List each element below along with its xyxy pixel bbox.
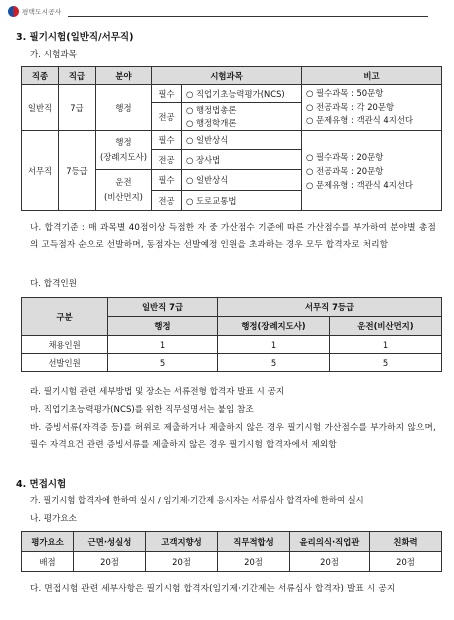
- pass-count-subtitle: 다. 합격인원: [30, 279, 77, 289]
- general-grade: 7급: [59, 85, 96, 131]
- evaluation-subtitle: 나. 평가요소: [30, 514, 77, 524]
- eval-header: 근면·성실성: [74, 532, 146, 552]
- field-name: 행정: [115, 137, 132, 147]
- f1-req-subject: ○ 일반상식: [182, 131, 302, 150]
- company-logo-icon: [8, 6, 19, 17]
- general-note: ○ 전공과목 : 각 20문항: [306, 101, 395, 112]
- section-3-title: 3. 필기시험(일반직/서무직): [16, 32, 134, 43]
- f1-maj-subject: ○ 장사법: [182, 150, 302, 170]
- score-cell: 20점: [74, 552, 146, 572]
- clerical-field-2: [96, 170, 152, 211]
- page-header: [8, 5, 428, 19]
- f2-req-label: 필수: [152, 170, 182, 191]
- table-cell: 1: [108, 336, 218, 354]
- major-subject: ○ 행정법총론: [186, 104, 237, 115]
- general-type: 일반직: [22, 85, 59, 131]
- general-note: ○ 문제유형 : 객관식 4지선다: [306, 115, 414, 126]
- f2-maj-label: 전공: [152, 191, 182, 211]
- f2-maj-subject: ○ 도로교통법: [182, 191, 302, 211]
- row-select-label: 선발인원: [22, 354, 108, 372]
- field-name: 운전: [115, 177, 132, 187]
- score-cell: 20점: [218, 552, 290, 572]
- f1-req-label: 필수: [152, 131, 182, 150]
- general-field: 행정: [96, 85, 152, 131]
- evaluation-table: [21, 531, 442, 572]
- item-ba: 바. 증빙서류(자격증 등)를 허위로 제출하거나 제출하지 않은 경우 필기시험 가산점수를 부가하지 않으며, 필수 자격요건 관련 증빙서류를 제출하지 않은 경우 필기시험 합격자에서 제외함: [30, 423, 436, 450]
- major-subject: ○ 행정학개론: [186, 117, 237, 128]
- sub-admin: 행정: [108, 317, 218, 336]
- clerical-type: 서무직: [22, 131, 59, 211]
- clerical-head: 서무직 7등급: [218, 298, 442, 317]
- eval-header: 친화력: [370, 532, 442, 552]
- header-field: 분야: [96, 67, 152, 85]
- clerical-remarks: [302, 131, 442, 211]
- company-name: 평택도시공사: [22, 8, 62, 16]
- table-cell: 5: [218, 354, 330, 372]
- exam-subject-table: [21, 66, 442, 211]
- eval-header: 고객지향성: [146, 532, 218, 552]
- clerical-note: ○ 문제유형 : 객관식 4지선다: [306, 179, 414, 190]
- subject-subtitle: 가. 시험과목: [30, 50, 77, 60]
- score-row-label: 배점: [22, 552, 74, 572]
- general-maj-label: 전공: [152, 103, 182, 131]
- clerical-note: ○ 필수과목 : 20문항: [306, 151, 384, 162]
- eval-header: 직무적합성: [218, 532, 290, 552]
- score-cell: 20점: [146, 552, 218, 572]
- general-note: ○ 필수과목 : 50문항: [306, 88, 384, 99]
- eval-header: 평가요소: [22, 532, 74, 552]
- pass-criteria-paragraph: 나. 합격기준 : 매 과목별 40점이상 득점한 자 중 가산점수 기준에 따른 가산점수를 부가하여 분야별 총점의 고득점자 순으로 선발하며, 동점자는 선발예정 인원을 초과하는 경우 모두 합격자로 처리함: [30, 223, 436, 250]
- item-ma: 마. 직업기초능력평가(NCS)를 위한 직무설명서는 붙임 참조: [30, 405, 254, 415]
- header-type: 직종: [22, 67, 59, 85]
- field-detail: (장례지도사): [100, 152, 147, 162]
- interview-eligibility: 가. 필기시험 합격자에 한하여 실시 / 임기제·기간제 응시자는 서류심사 합격자에 한하여 실시: [30, 495, 364, 505]
- general-req-label: 필수: [152, 85, 182, 103]
- eval-header: 윤리의식·직업관: [290, 532, 370, 552]
- general-head: 일반직 7급: [108, 298, 218, 317]
- clerical-note: ○ 전공과목 : 20문항: [306, 165, 384, 176]
- clerical-field-1: [96, 131, 152, 170]
- section-4-title: 4. 면접시험: [16, 479, 67, 490]
- f2-req-subject: ○ 일반상식: [182, 170, 302, 191]
- col-group-header: 구분: [22, 298, 108, 336]
- clerical-grade: 7등급: [59, 131, 96, 211]
- sub-funeral: 행정(장례지도사): [218, 317, 330, 336]
- row-hire-label: 채용인원: [22, 336, 108, 354]
- table-cell: 1: [218, 336, 330, 354]
- score-cell: 20점: [370, 552, 442, 572]
- score-cell: 20점: [290, 552, 370, 572]
- table-cell: 5: [330, 354, 442, 372]
- general-maj-subjects: [182, 103, 302, 131]
- f1-maj-label: 전공: [152, 150, 182, 170]
- item-ra: 라. 필기시험 관련 세부방법 및 장소는 서류전형 합격자 발표 시 공지: [30, 387, 285, 397]
- interview-notice: 다. 면접시험 관련 세부사항은 필기시험 합격자(임기제·기간제는 서류심사 합격자) 발표 시 공지: [30, 584, 396, 594]
- sub-driver: 운전(비산먼지): [330, 317, 442, 336]
- header-grade: 직급: [59, 67, 96, 85]
- table-cell: 1: [330, 336, 442, 354]
- general-req-subject: ○ 직업기초능력평가(NCS): [182, 85, 302, 103]
- header-subjects: 시험과목: [152, 67, 302, 85]
- table-cell: 5: [108, 354, 218, 372]
- general-remarks: [302, 85, 442, 131]
- header-divider: [68, 16, 428, 17]
- header-remarks: 비고: [302, 67, 442, 85]
- field-detail: (비산먼지): [104, 192, 143, 202]
- pass-count-table: [21, 297, 442, 372]
